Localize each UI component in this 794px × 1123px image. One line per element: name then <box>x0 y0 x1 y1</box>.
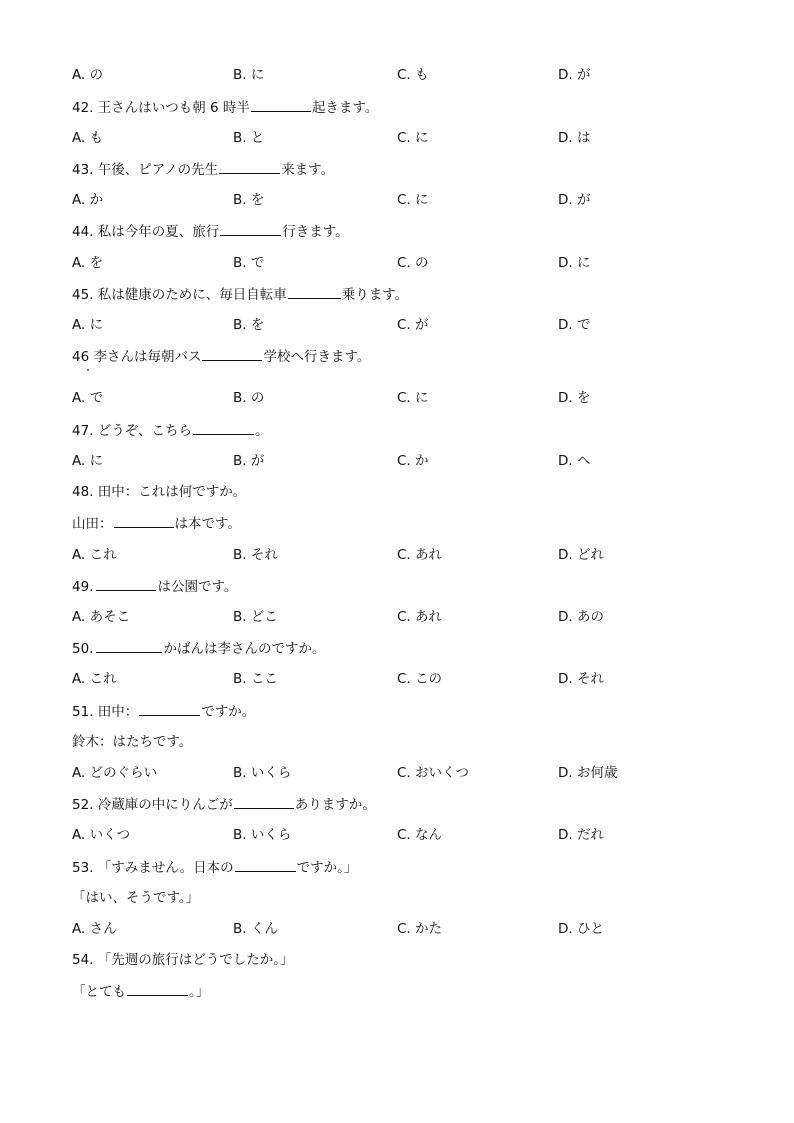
question-text-pre: 「とても <box>72 984 126 1000</box>
answer-blank[interactable] <box>202 346 262 361</box>
question-text-pre: 47. どうぞ、こちら <box>72 423 192 439</box>
option-a[interactable]: A. に <box>72 453 104 469</box>
option-c[interactable]: C. に <box>397 192 429 208</box>
question-text-pre: 山田： <box>72 516 113 532</box>
answer-blank[interactable] <box>139 701 200 716</box>
question-53 <box>72 857 357 877</box>
question-text-post: かばんは李さんのですか。 <box>163 641 326 657</box>
question-text-post: 起きます。 <box>311 100 379 116</box>
option-a[interactable]: A. これ <box>72 671 117 687</box>
answer-blank[interactable] <box>114 513 174 528</box>
question-text-post: 行きます。 <box>282 224 349 240</box>
question-53-reply <box>72 888 199 908</box>
option-b[interactable]: B. と <box>233 130 265 146</box>
question-50 <box>72 638 325 658</box>
question-text-pre: 49. <box>72 579 94 595</box>
option-a[interactable]: A. これ <box>72 547 117 563</box>
question-text-pre: 46 李さんは毎朝バス <box>72 349 202 365</box>
question-47 <box>72 420 269 440</box>
question-text-pre: 45. 私は健康のために、毎日自転車 <box>72 287 287 303</box>
option-c[interactable]: C. も <box>397 67 429 83</box>
option-c[interactable]: C. の <box>397 255 429 271</box>
question-text-pre: 53. 「すみません。日本の <box>72 860 234 876</box>
option-b[interactable]: B. を <box>233 317 265 333</box>
answer-blank[interactable] <box>251 97 311 112</box>
option-d[interactable]: D. どれ <box>558 547 604 563</box>
option-a[interactable]: A. どのぐらい <box>72 765 158 781</box>
option-d[interactable]: D. だれ <box>558 827 604 843</box>
option-c[interactable]: C. おいくつ <box>397 765 470 781</box>
option-c[interactable]: C. か <box>397 453 429 469</box>
option-d[interactable]: D. お何歳 <box>558 765 618 781</box>
question-51-reply <box>72 732 192 752</box>
answer-blank[interactable] <box>220 221 281 236</box>
question-48 <box>72 482 246 502</box>
option-c[interactable]: C. あれ <box>397 547 443 563</box>
question-text: 48. 田中：これは何ですか。 <box>72 484 247 500</box>
question-text-post: 乗ります。 <box>341 287 409 303</box>
question-text: 「はい、そうです。」 <box>72 890 200 906</box>
option-b[interactable]: B. いくら <box>233 827 292 843</box>
option-b[interactable]: B. が <box>233 453 265 469</box>
question-text-pre: 42. 王さんはいつも朝 6 時半 <box>72 100 250 116</box>
answer-blank[interactable] <box>288 284 341 299</box>
question-text-post: 学校へ行きます。 <box>263 349 371 365</box>
question-48-reply <box>72 513 241 533</box>
question-text-post: 。 <box>255 423 269 439</box>
option-d[interactable]: D. が <box>558 67 591 83</box>
option-a[interactable]: A. か <box>72 192 104 208</box>
option-b[interactable]: B. を <box>233 192 265 208</box>
question-54-reply <box>72 981 209 1001</box>
answer-blank[interactable] <box>96 638 162 653</box>
question-text-pre: 44. 私は今年の夏、旅行 <box>72 224 220 240</box>
question-45 <box>72 284 408 304</box>
option-b[interactable]: B. くん <box>233 921 278 937</box>
option-a[interactable]: A. いくつ <box>72 827 131 843</box>
question-text: 鈴木：はたちです。 <box>72 734 193 750</box>
answer-blank[interactable] <box>96 576 156 591</box>
question-51 <box>72 701 255 721</box>
question-text-post: ですか。 <box>201 704 256 720</box>
question-text-post: ですか。」 <box>296 860 358 876</box>
option-c[interactable]: C. この <box>397 671 443 687</box>
option-c[interactable]: C. に <box>397 130 429 146</box>
option-b[interactable]: B. の <box>233 390 265 406</box>
question-text-post: は本です。 <box>174 516 241 532</box>
option-c[interactable]: C. かた <box>397 921 443 937</box>
option-a[interactable]: A. で <box>72 390 104 406</box>
question-52 <box>72 794 376 814</box>
question-text-post: 来ます。 <box>281 162 335 178</box>
option-d[interactable]: D. を <box>558 390 591 406</box>
question-54 <box>72 950 294 970</box>
option-b[interactable]: B. いくら <box>233 765 292 781</box>
option-a[interactable]: A. の <box>72 67 104 83</box>
question-43 <box>72 159 334 179</box>
question-text-post: 。」 <box>189 984 210 1000</box>
question-text: 54. 「先週の旅行はどうでしたか。」 <box>72 952 294 968</box>
question-text-pre: 43. 午後、ピアノの先生 <box>72 162 219 178</box>
option-d[interactable]: D. へ <box>558 453 591 469</box>
option-a[interactable]: A. も <box>72 130 104 146</box>
question-text-pre: 50. <box>72 641 94 657</box>
option-a[interactable]: A. を <box>72 255 104 271</box>
option-b[interactable]: B. に <box>233 67 265 83</box>
answer-blank[interactable] <box>219 159 280 174</box>
option-d[interactable]: D. で <box>558 317 591 333</box>
option-b[interactable]: B. それ <box>233 547 278 563</box>
answer-blank[interactable] <box>127 981 188 996</box>
answer-blank[interactable] <box>235 857 296 872</box>
option-b[interactable]: B. で <box>233 255 265 271</box>
option-a[interactable]: A. さん <box>72 921 117 937</box>
question-text-pre: 51. 田中： <box>72 704 139 720</box>
stray-dot <box>87 369 89 371</box>
option-d[interactable]: D. が <box>558 192 591 208</box>
option-c[interactable]: C. に <box>397 390 429 406</box>
option-d[interactable]: D. に <box>558 255 591 271</box>
question-text-post: は公園です。 <box>157 579 238 595</box>
answer-blank[interactable] <box>234 794 294 809</box>
option-b[interactable]: B. どこ <box>233 609 278 625</box>
option-a[interactable]: A. あそこ <box>72 609 131 625</box>
question-text-post: ありますか。 <box>294 797 376 813</box>
option-c[interactable]: C. が <box>397 317 429 333</box>
option-b[interactable]: B. ここ <box>233 671 278 687</box>
option-a[interactable]: A. に <box>72 317 104 333</box>
answer-blank[interactable] <box>193 420 254 435</box>
option-c[interactable]: C. あれ <box>397 609 443 625</box>
question-49 <box>72 576 237 596</box>
question-44 <box>72 221 349 241</box>
question-46 <box>72 346 370 366</box>
option-d[interactable]: D. あの <box>558 609 604 625</box>
option-d[interactable]: D. ひと <box>558 921 604 937</box>
option-c[interactable]: C. なん <box>397 827 443 843</box>
option-d[interactable]: D. それ <box>558 671 604 687</box>
option-d[interactable]: D. は <box>558 130 591 146</box>
question-text-pre: 52. 冷蔵庫の中にりんごが <box>72 797 233 813</box>
question-42 <box>72 97 378 117</box>
